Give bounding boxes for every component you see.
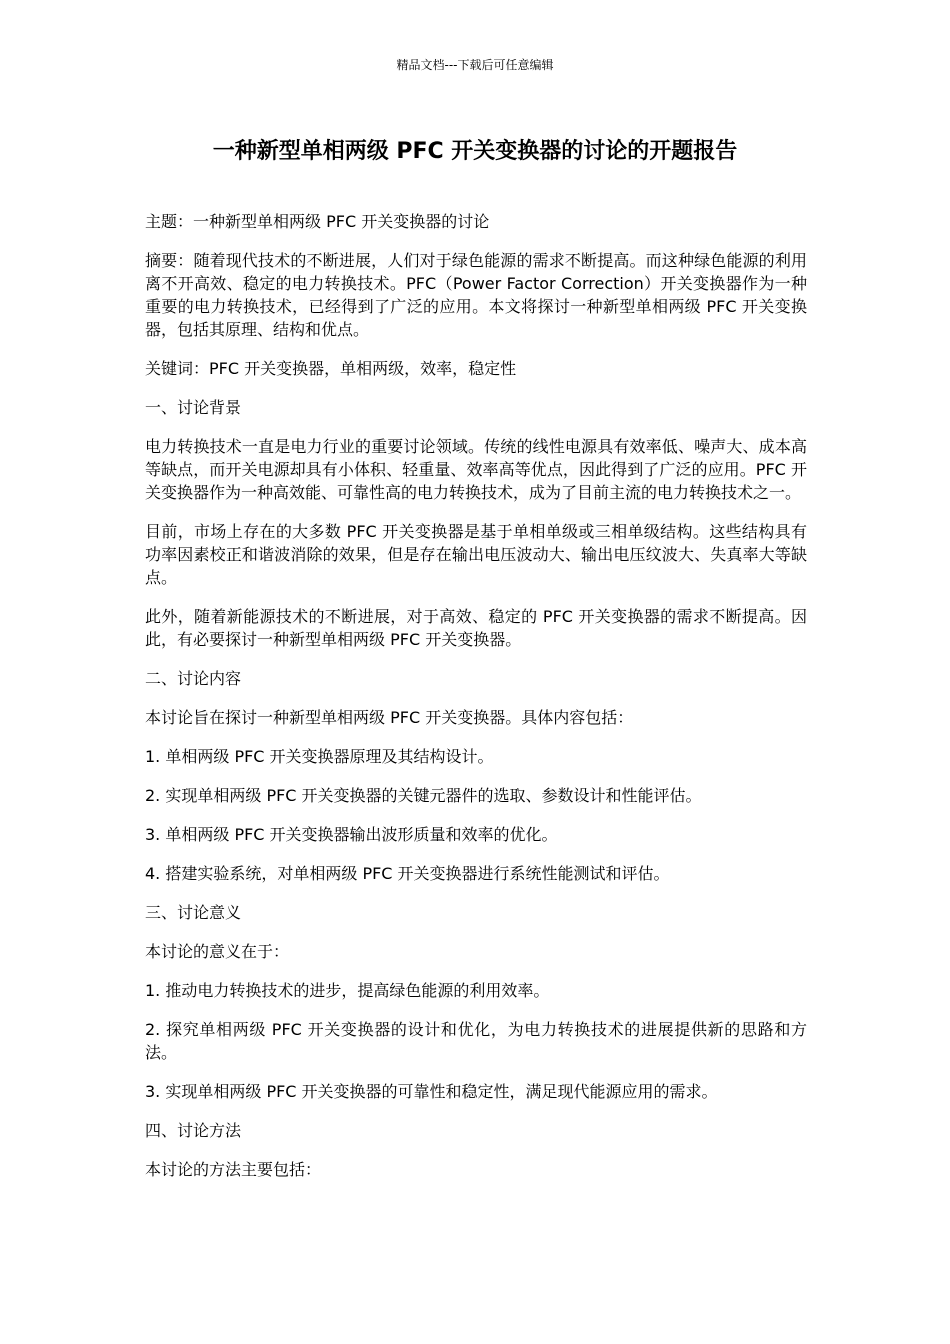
method-intro: 本讨论的方法主要包括： [145,1160,322,1179]
significance-item-2: 2. 探究单相两级 PFC 开关变换器的设计和优化，为电力转换技术的进展提供新的思路和方法。 [145,1020,807,1062]
document-body [145,210,807,1197]
section-heading-significance: 三、讨论意义 [145,903,242,922]
significance-item-3: 3. 实现单相两级 PFC 开关变换器的可靠性和稳定性，满足现代能源应用的需求。 [145,1082,718,1101]
abstract-paragraph: 摘要：随着现代技术的不断进展，人们对于绿色能源的需求不断提高。而这种绿色能源的利用离不开高效、稳定的电力转换技术。PFC（Power Factor Correction）开关变换器作为一种重要的电力转换技术，已经得到了广泛的应用。本文将探讨一种新型单相两级 PFC 开关变换器，包括其原理、结构和优点。 [145,251,807,339]
significance-item-1: 1. 推动电力转换技术的进步，提高绿色能源的利用效率。 [145,981,550,1000]
content-item-4: 4. 搭建实验系统，对单相两级 PFC 开关变换器进行系统性能测试和评估。 [145,864,670,883]
section-heading-method: 四、讨论方法 [145,1121,242,1140]
content-item-2: 2. 实现单相两级 PFC 开关变换器的关键元器件的选取、参数设计和性能评估。 [145,786,702,805]
background-paragraph-3: 此外，随着新能源技术的不断进展，对于高效、稳定的 PFC 开关变换器的需求不断提高。因此，有必要探讨一种新型单相两级 PFC 开关变换器。 [145,607,807,649]
section-heading-background: 一、讨论背景 [145,398,242,417]
significance-intro: 本讨论的意义在于： [145,942,290,961]
background-paragraph-1: 电力转换技术一直是电力行业的重要讨论领域。传统的线性电源具有效率低、噪声大、成本高等缺点，而开关电源却具有小体积、轻重量、效率高等优点，因此得到了广泛的应用。PFC 开关变换器作为一种高效能、可靠性高的电力转换技术，成为了目前主流的电力转换技术之一。 [145,437,807,502]
content-item-3: 3. 单相两级 PFC 开关变换器输出波形质量和效率的优化。 [145,825,558,844]
subject-line: 主题：一种新型单相两级 PFC 开关变换器的讨论 [145,212,490,231]
background-paragraph-2: 目前，市场上存在的大多数 PFC 开关变换器是基于单相单级或三相单级结构。这些结构具有功率因素校正和谐波消除的效果，但是存在输出电压波动大、输出电压纹波大、失真率大等缺点。 [145,522,807,587]
content-intro: 本讨论旨在探讨一种新型单相两级 PFC 开关变换器。具体内容包括： [145,708,634,727]
content-item-1: 1. 单相两级 PFC 开关变换器原理及其结构设计。 [145,747,494,766]
header-note: 精品文档---下载后可任意编辑 [396,58,554,72]
document-title: 一种新型单相两级 PFC 开关变换器的讨论的开题报告 [212,139,738,164]
section-heading-content: 二、讨论内容 [145,669,242,688]
keywords-line: 关键词：PFC 开关变换器，单相两级，效率，稳定性 [145,359,517,378]
